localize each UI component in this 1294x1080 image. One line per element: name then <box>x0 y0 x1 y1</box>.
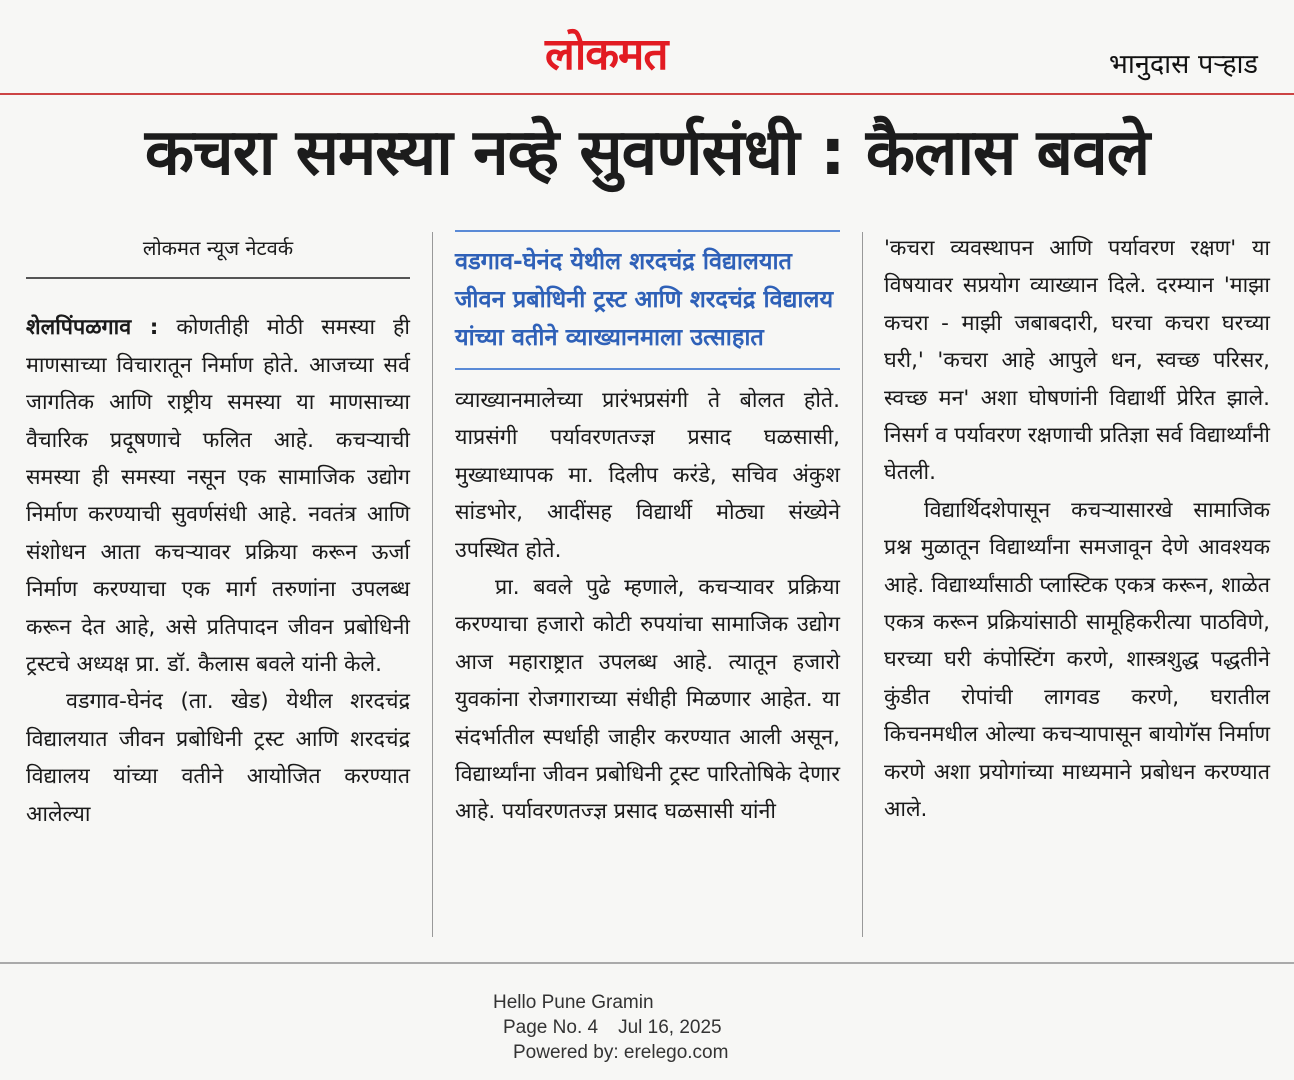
article-column-2 <box>455 230 840 831</box>
paragraph-4: प्रा. बवले पुढे म्हणाले, कचऱ्यावर प्रक्रिया करण्याचा हजारो कोटी रुपयांचा सामाजिक उद्योग आज महाराष्ट्रात उपलब्ध आहे. त्यातून हजारो युवकांना रोजगाराच्या संधीही मिळणार आहेत. या संदर्भातील स्पर्धाही जाहीर करण्यात आली असून, विद्यार्थ्यांना जीवन प्रबोधिनी ट्रस्ट पारितोषिके देणार आहे. पर्यावरणतज्ज्ञ प्रसाद घळसासी यांनी <box>455 575 840 825</box>
footer-divider <box>0 962 1294 964</box>
edition-name: Hello Pune Gramin <box>493 992 654 1013</box>
epaper-footer <box>470 990 800 1065</box>
paragraph-6: विद्यार्थिदशेपासून कचऱ्यासारखे सामाजिक प्रश्न मुळातून विद्यार्थ्यांना समजावून देणे आवश्यक आहे. विद्यार्थ्यांसाठी प्लास्टिक एकत्र करून, शाळेत एकत्र करून प्रक्रियांसाठी सामूहिकरीत्या पाठविणे, घरच्या घरी कंपोस्टिंग करणे, शास्त्रशुद्ध पद्धतीने कुंडीत रोपांची लागवड करणे, घरातील किचनमधील ओल्या कचऱ्यापासून बायोगॅस निर्माण करणे अशा प्रयोगांच्या माध्यमाने प्रबोधन करण्यात आले. <box>884 497 1270 823</box>
page-number: Page No. 4 <box>503 1017 599 1038</box>
powered-by: Powered by: erelego.com <box>513 1042 729 1063</box>
dateline: शेलपिंपळगाव : <box>26 315 159 341</box>
column-divider <box>862 232 863 937</box>
column-divider <box>432 232 433 937</box>
paragraph-3: व्याख्यानमालेच्या प्रारंभप्रसंगी ते बोलत होते. याप्रसंगी पर्यावरणतज्ज्ञ प्रसाद घळसासी, मुख्याध्यापक मा. दिलीप करंडे, सचिव अंकुश सांडभोर, आदींसह विद्यार्थी मोठ्या संख्येने उपस्थित होते. <box>455 388 840 563</box>
masthead <box>0 0 1294 95</box>
publish-date: Jul 16, 2025 <box>618 1017 722 1038</box>
paragraph-2: वडगाव-घेनंद (ता. खेड) येथील शरदचंद्र विद्यालयात जीवन प्रबोधिनी ट्रस्ट आणि शरदचंद्र विद्यालय यांच्या वतीने आयोजित करण्यात आलेल्या <box>26 689 410 827</box>
lokmat-logo: लोकमत <box>545 29 668 80</box>
article-column-3 <box>884 230 1270 829</box>
article-column-1 <box>26 230 410 833</box>
article-headline: कचरा समस्या नव्हे सुवर्णसंधी : कैलास बवले <box>144 116 1150 190</box>
highlight-box: वडगाव-घेनंद येथील शरदचंद्र विद्यालयात जीवन प्रबोधिनी ट्रस्ट आणि शरदचंद्र विद्यालय यांच्या वतीने व्याख्यानमाला उत्साहात <box>455 230 840 370</box>
reporter-name: भानुदास पऱ्हाड <box>1108 49 1258 80</box>
byline: लोकमत न्यूज नेटवर्क <box>26 230 410 279</box>
page-info <box>470 1015 800 1040</box>
paragraph-5: 'कचरा व्यवस्थापन आणि पर्यावरण रक्षण' या विषयावर सप्रयोग व्याख्यान दिले. दरम्यान 'माझा कचरा - माझी जबाबदारी, घरचा कचरा घरच्या घरी,' 'कचरा आहे आपुले धन, स्वच्छ परिसर, स्वच्छ मन' अशा घोषणांनी विद्यार्थी प्रेरित झाले. निसर्ग व पर्यावरण रक्षणाची प्रतिज्ञा सर्व विद्यार्थ्यांनी घेतली. <box>884 236 1270 486</box>
masthead-divider <box>0 93 1294 95</box>
paragraph-1-text: कोणतीही मोठी समस्या ही माणसाच्या विचारातून निर्माण होते. आजच्या सर्व जागतिक आणि राष्ट्रीय समस्या या माणसाच्या वैचारिक प्रदूषणाचे फलित आहे. कचऱ्याची समस्या ही समस्या नसून एक सामाजिक उद्योग निर्माण करण्याची सुवर्णसंधी आहे. नवतंत्र आणि संशोधन आता कचऱ्यावर प्रक्रिया करून ऊर्जा निर्माण करण्याचा एक मार्ग तरुणांना उपलब्ध करून देत आहे, असे प्रतिपादन जीवन प्रबोधिनी ट्रस्टचे अध्यक्ष प्रा. डॉ. कैलास बवले यांनी केले. <box>26 315 410 678</box>
paragraph-1 <box>26 309 410 683</box>
